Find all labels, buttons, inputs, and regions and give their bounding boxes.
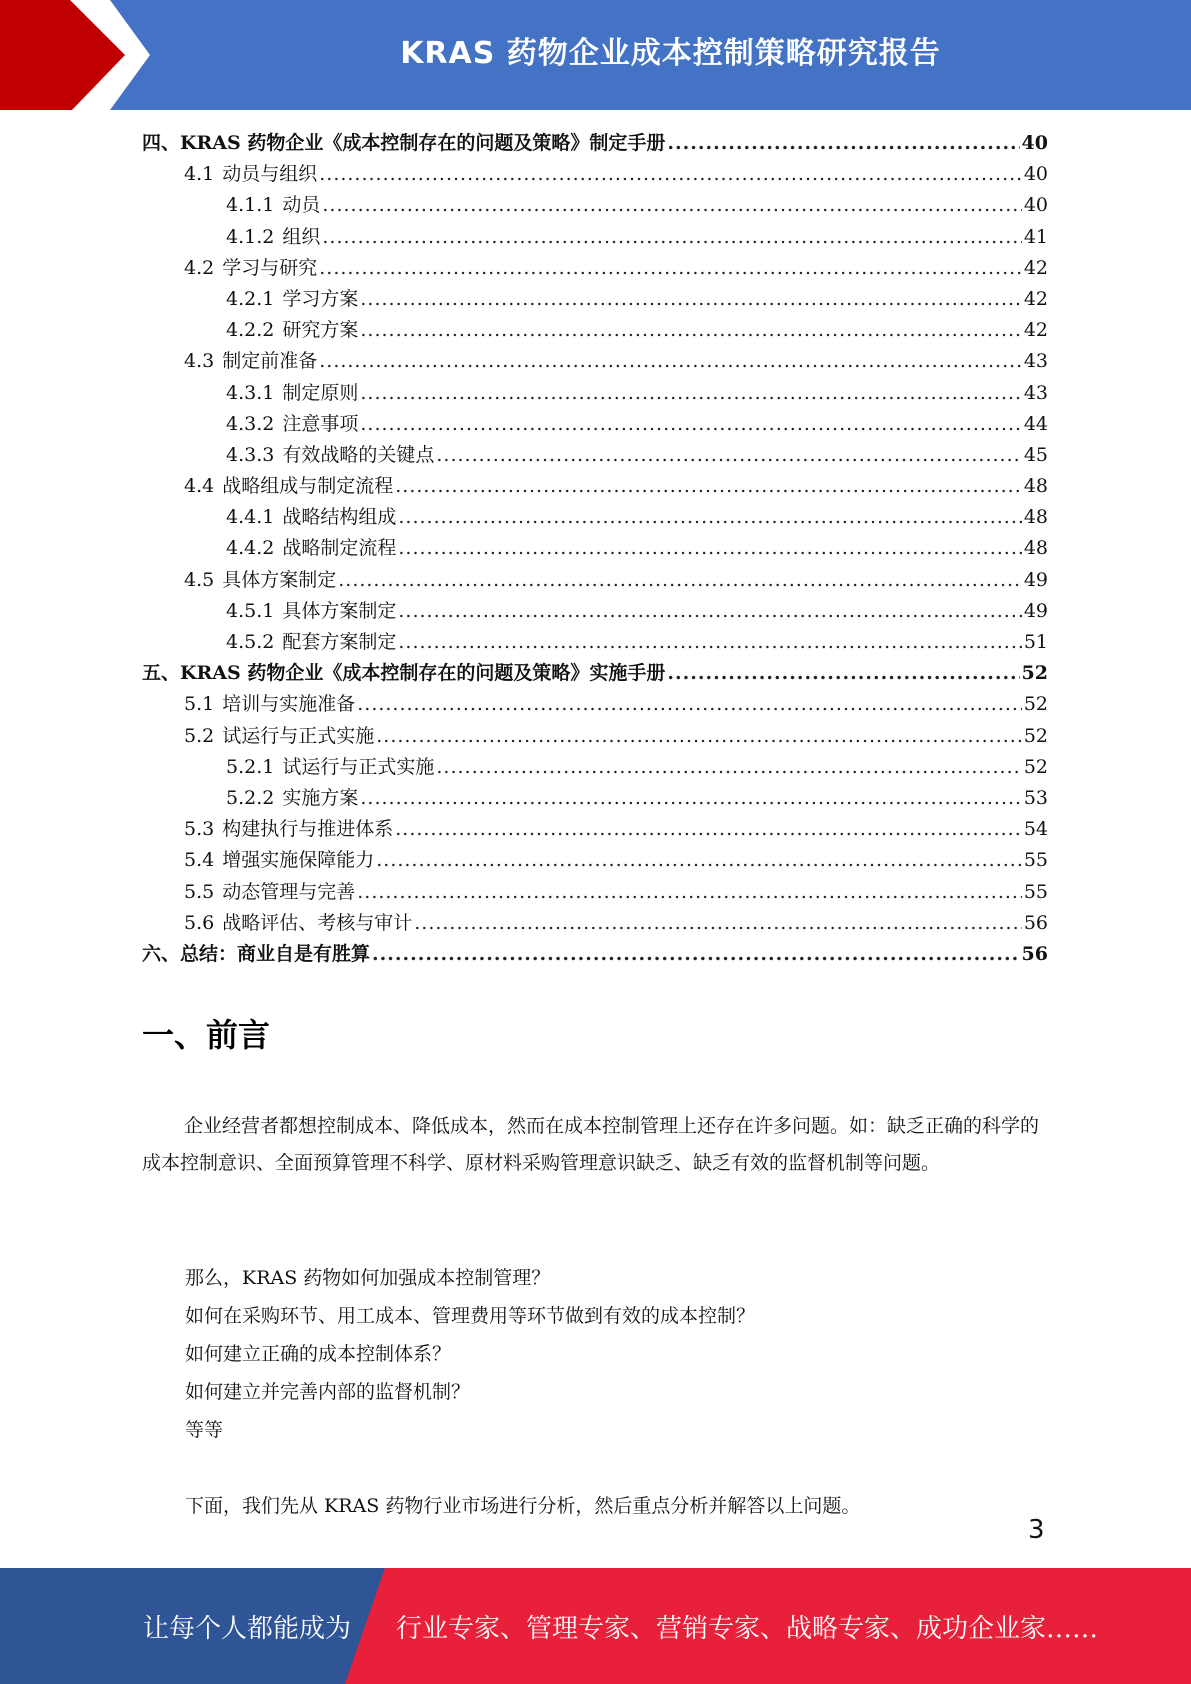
toc-entry-title: 战略组成与制定流程 [222,475,394,498]
toc-entry-page: 42 [1023,319,1048,342]
toc-entry-title: 培训与实施准备 [222,693,356,716]
toc-entry-page: 40 [1023,194,1048,217]
toc-entry-number: 4.3 [184,350,215,373]
toc-dot-leader [395,814,1022,845]
toc-dot-leader [357,877,1022,908]
toc-entry[interactable] [142,315,1048,346]
toc-entry[interactable] [142,596,1048,627]
toc-entry-number: 4.1 [184,163,215,186]
toc-dot-leader [398,627,1021,658]
toc-dot-leader [319,159,1022,190]
toc-entry-page: 55 [1023,880,1048,903]
toc-entry-number: 5.4 [184,849,215,872]
table-of-contents [142,128,1048,970]
toc-dot-leader [398,502,1021,533]
toc-entry-number: 4.4.1 [226,506,275,529]
toc-entry-page: 45 [1023,443,1048,466]
toc-entry-title: 试运行与正式实施 [222,724,375,747]
toc-entry-page: 55 [1023,849,1048,872]
toc-entry-number: 5.5 [184,880,215,903]
toc-entry-title: 组织 [282,225,321,248]
toc-entry-number: 4.4.2 [226,537,275,560]
toc-dot-leader [357,689,1022,720]
intro-paragraph: 企业经营者都想控制成本、降低成本，然而在成本控制管理上还存在许多问题。如：缺乏正确的科学的成本控制意识、全面预算管理不科学、原材料采购管理意识缺乏、缺乏有效的监督机制等问题。 [142,1115,1040,1174]
toc-entry-title: 具体方案制定 [282,599,397,622]
toc-entry-page: 56 [1023,911,1048,934]
toc-entry-title: 注意事项 [282,412,359,435]
toc-entry-title: 配套方案制定 [282,631,397,653]
toc-dot-leader [398,533,1021,564]
toc-entry[interactable] [142,502,1048,533]
toc-entry-page: 48 [1023,506,1048,529]
toc-entry-title: 战略评估、考核与审计 [222,911,413,934]
question-item: 如何建立正确的成本控制体系？ [185,1343,452,1365]
toc-entry-page: 53 [1023,786,1048,809]
toc-entry-number: 4.4 [184,475,215,498]
toc-entry[interactable] [142,908,1048,939]
question-item: 如何在采购环节、用工成本、管理费用等环节做到有效的成本控制？ [185,1305,756,1327]
toc-entry[interactable] [142,159,1048,190]
toc-dot-leader [360,378,1021,409]
toc-entry-number: 5.3 [184,818,215,841]
toc-entry-title: 具体方案制定 [222,568,337,591]
toc-entry-title: 动态管理与完善 [222,880,356,903]
toc-dot-leader [667,658,1019,689]
toc-entry-title: 制定前准备 [222,350,318,373]
toc-entry-number: 4.5.2 [226,631,275,653]
toc-entry-page: 54 [1023,818,1048,841]
toc-entry-title: 六、总结：商业自是有胜算 [142,942,371,965]
toc-entry-page: 52 [1023,724,1048,747]
footer-slogan-right: 行业专家、管理专家、营销专家、战略专家、成功企业家…… [396,1613,1099,1644]
toc-entry[interactable] [142,284,1048,315]
toc-entry-title: 制定原则 [282,381,359,404]
toc-entry-number: 5.6 [184,911,215,934]
question-list [185,1259,755,1449]
toc-dot-leader [667,128,1019,159]
toc-dot-leader [376,845,1022,876]
section-heading: 一、前言 [142,1016,271,1054]
toc-dot-leader [322,190,1021,221]
toc-dot-leader [372,939,1020,970]
toc-entry[interactable] [142,814,1048,845]
toc-entry[interactable] [142,128,1048,159]
document-title: KRAS 药物企业成本控制策略研究报告 [400,36,941,71]
toc-entry[interactable] [142,939,1048,970]
toc-entry[interactable] [142,409,1048,440]
toc-entry[interactable] [142,877,1048,908]
toc-entry[interactable] [142,190,1048,221]
toc-entry-title: 学习与研究 [222,256,318,279]
toc-entry-title: 学习方案 [282,287,359,310]
toc-entry[interactable] [142,346,1048,377]
toc-dot-leader [360,315,1021,346]
toc-dot-leader [395,471,1022,502]
toc-entry-number: 4.3.1 [226,381,275,404]
toc-entry-page: 56 [1021,942,1048,965]
toc-entry[interactable] [142,440,1048,471]
toc-entry[interactable] [142,752,1048,783]
question-item: 如何建立并完善内部的监督机制？ [185,1381,471,1403]
toc-dot-leader [338,565,1022,596]
toc-entry[interactable] [142,845,1048,876]
toc-entry[interactable] [142,222,1048,253]
header-banner [0,0,1191,110]
toc-entry-page: 48 [1023,475,1048,498]
toc-entry-number: 5.2.1 [226,755,275,778]
toc-entry-page: 40 [1021,132,1048,154]
toc-entry-page: 51 [1023,631,1048,653]
toc-entry-page: 42 [1023,256,1048,279]
toc-entry-number: 4.2.1 [226,287,275,310]
toc-entry-page: 43 [1023,381,1048,404]
toc-entry[interactable] [142,253,1048,284]
closing-paragraph: 下面，我们先从 KRAS 药物行业市场进行分析，然后重点分析并解答以上问题。 [185,1495,861,1517]
toc-dot-leader [414,908,1022,939]
toc-entry-page: 43 [1023,350,1048,373]
toc-dot-leader [322,222,1021,253]
toc-dot-leader [319,253,1022,284]
toc-entry-page: 52 [1023,693,1048,716]
toc-entry-title: 动员与组织 [222,163,318,186]
toc-dot-leader [436,440,1021,471]
question-item: 那么，KRAS 药物如何加强成本控制管理？ [185,1267,551,1289]
toc-entry-page: 52 [1023,755,1048,778]
toc-entry-title: 动员 [282,194,321,217]
toc-dot-leader [398,596,1021,627]
toc-entry-page: 41 [1023,225,1048,248]
toc-entry[interactable] [142,783,1048,814]
toc-dot-leader [360,284,1021,315]
toc-entry-number: 4.1.1 [226,194,275,217]
toc-entry-number: 4.5.1 [226,599,275,622]
toc-entry-number: 4.5 [184,568,215,591]
toc-entry-number: 5.2.2 [226,786,275,809]
toc-entry-page: 49 [1023,568,1048,591]
toc-entry-page: 44 [1023,412,1048,435]
footer-banner [0,1568,1191,1684]
toc-entry[interactable] [142,565,1048,596]
toc-entry-page: 52 [1021,662,1048,685]
question-item: 等等 [185,1419,224,1441]
toc-entry[interactable] [142,533,1048,564]
page-number: 3 [1028,1515,1045,1545]
toc-dot-leader [360,783,1021,814]
toc-entry-title: 研究方案 [282,319,359,342]
toc-entry[interactable] [142,658,1048,689]
toc-entry-title: 战略结构组成 [282,506,397,529]
toc-entry[interactable] [142,627,1048,658]
toc-dot-leader [319,346,1022,377]
toc-entry[interactable] [142,689,1048,720]
toc-dot-leader [360,409,1021,440]
toc-entry[interactable] [142,471,1048,502]
toc-entry-number: 4.2 [184,256,215,279]
footer-slogan-left: 让每个人都能成为 [143,1613,352,1644]
toc-entry-page: 42 [1023,287,1048,310]
toc-entry-title: 五、KRAS 药物企业《成本控制存在的问题及策略》实施手册 [142,662,666,685]
toc-entry-title: 增强实施保障能力 [222,849,375,872]
toc-entry-page: 49 [1023,599,1048,622]
toc-entry-number: 5.2 [184,724,215,747]
toc-entry-page: 40 [1023,163,1048,186]
toc-dot-leader [376,721,1022,752]
toc-entry-page: 48 [1023,537,1048,560]
toc-entry-number: 5.1 [184,693,215,716]
toc-entry[interactable] [142,721,1048,752]
toc-entry-title: 四、KRAS 药物企业《成本控制存在的问题及策略》制定手册 [142,132,666,154]
toc-entry-title: 构建执行与推进体系 [222,818,394,841]
toc-entry-number: 4.3.3 [226,443,275,466]
toc-entry-title: 有效战略的关键点 [282,443,435,466]
toc-entry-number: 4.3.2 [226,412,275,435]
toc-dot-leader [436,752,1021,783]
toc-entry-number: 4.1.2 [226,225,275,248]
toc-entry-number: 4.2.2 [226,319,275,342]
toc-entry[interactable] [142,378,1048,409]
toc-entry-title: 试运行与正式实施 [282,755,435,778]
toc-entry-title: 战略制定流程 [282,537,397,560]
toc-entry-title: 实施方案 [282,786,359,809]
